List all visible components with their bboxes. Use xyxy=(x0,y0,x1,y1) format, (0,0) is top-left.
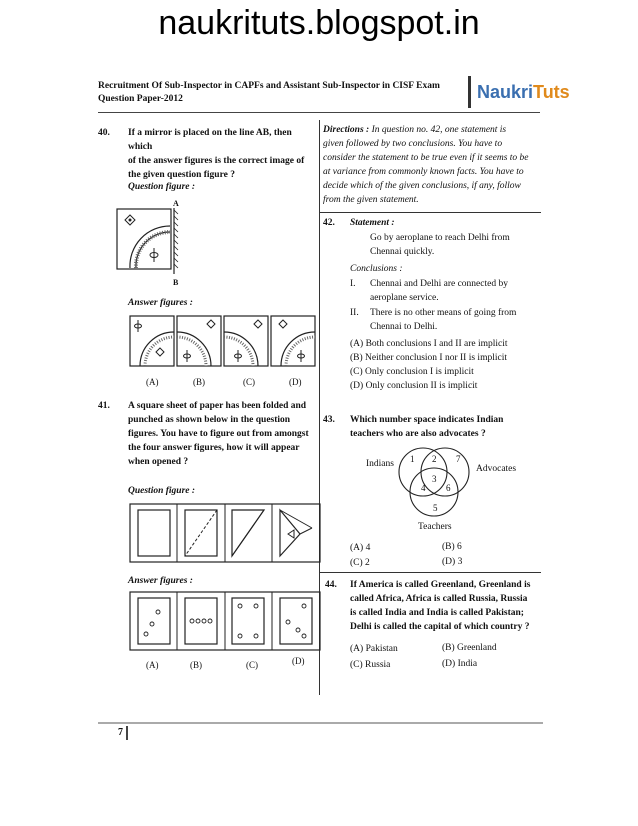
q43-text: Which number space indicates Indian teachers who are also advocates ? xyxy=(350,415,504,439)
q42-c2-num: II. xyxy=(350,308,359,318)
venn-num-5: 5 xyxy=(433,503,438,513)
q40-answer-a xyxy=(130,316,174,366)
q42-statement: Go by aeroplane to reach Delhi from Chennai quickly. xyxy=(370,233,510,257)
page-number-bar xyxy=(126,726,128,740)
q40-opt-d: (D) xyxy=(289,377,302,387)
q40-answer-figures-label: Answer figures : xyxy=(128,298,193,308)
q40-number: 40. xyxy=(98,128,110,138)
venn-num-7: 7 xyxy=(456,454,461,464)
q44-opt-b: (B) Greenland xyxy=(442,643,497,653)
q41-opt-a: (A) xyxy=(146,660,159,670)
label-b: B xyxy=(173,278,179,287)
q41-opt-c: (C) xyxy=(246,660,258,670)
venn-num-2: 2 xyxy=(432,454,437,464)
q40-question-figure xyxy=(116,208,180,274)
q41-answer-figures xyxy=(130,592,322,652)
venn-label-teachers: Teachers xyxy=(418,522,452,532)
q40-opt-c: (C) xyxy=(243,377,255,387)
q40-text: If a mirror is placed on the line AB, then which of the answer figures is the correct image of the given question figure ? xyxy=(128,128,305,180)
q42-c1-num: I. xyxy=(350,279,356,289)
q43-opt-b: (B) 6 xyxy=(442,542,462,552)
q43-rule xyxy=(319,572,541,573)
header-line2: Question Paper-2012 xyxy=(98,94,183,104)
venn-num-3: 3 xyxy=(432,474,437,484)
q42-conclusion-1: Chennai and Delhi are connected by aeroplane service. xyxy=(370,279,508,303)
q43-opt-a: (A) 4 xyxy=(350,543,371,553)
q43-opt-c: (C) 2 xyxy=(350,558,370,568)
q42-statement-label: Statement : xyxy=(350,218,395,228)
q42-conclusions-label: Conclusions : xyxy=(350,264,403,274)
header-line1: Recruitment Of Sub-Inspector in CAPFs and Assistant Sub-Inspector in CISF Exam xyxy=(98,81,440,91)
q40-opt-a: (A) xyxy=(146,377,159,387)
directions-rule xyxy=(319,212,541,213)
q40-answer-c xyxy=(224,316,268,366)
venn-num-4: 4 xyxy=(421,483,426,493)
directions-block: Directions : In question no. 42, one statement is given followed by two conclusions. You have to consider the statement to be true even if it seems to be at variance from commonly known facts. You have to decide which of the given conclusions, if any, follow from the given statement. xyxy=(323,125,529,205)
q40-answer-d xyxy=(271,316,315,366)
q40-answer-b xyxy=(177,316,221,366)
q41-question-figures xyxy=(130,504,322,564)
q44-opt-a: (A) Pakistan xyxy=(350,644,398,654)
q41-opt-b: (B) xyxy=(190,660,202,670)
q43-number: 43. xyxy=(323,415,335,425)
page-number: 7 xyxy=(118,727,123,738)
logo-naukri: Naukri xyxy=(477,81,534,102)
q41-text: A square sheet of paper has been folded and punched as shown below in the question figures. You have to figure out from amongst the four answer figures, how it will appear when opened ? xyxy=(128,401,309,467)
q40-opt-b: (B) xyxy=(193,377,205,387)
paper-header xyxy=(98,80,440,106)
q42-options: (A) Both conclusions I and II are implicit (B) Neither conclusion I nor II is implicit (C) Only conclusion I is implicit (D) Only conclusion II is implicit xyxy=(350,339,508,391)
q42-number: 42. xyxy=(323,218,335,228)
footer-rule xyxy=(98,722,543,724)
q41-number: 41. xyxy=(98,401,110,411)
venn-num-1: 1 xyxy=(410,454,415,464)
naukrituts-logo xyxy=(468,74,570,110)
venn-label-indians: Indians xyxy=(366,459,394,469)
q44-text: If America is called Greenland, Greenland is called Africa, Africa is called Russia, Russia is called India and India is called Pakistan; Delhi is called the capital of which country ? xyxy=(350,580,531,632)
venn-num-6: 6 xyxy=(446,483,451,493)
q41-opt-d: (D) xyxy=(292,656,305,666)
q40-question-figure-label: Question figure : xyxy=(128,182,196,192)
q44-opt-d: (D) India xyxy=(442,659,478,669)
header-rule xyxy=(98,112,540,113)
q44-number: 44. xyxy=(325,580,337,590)
label-a: A xyxy=(173,199,179,208)
q43-opt-d: (D) 3 xyxy=(442,557,463,567)
logo-tuts: Tuts xyxy=(533,81,570,102)
venn-label-advocates: Advocates xyxy=(476,464,517,474)
q41-question-figure-label: Question figure : xyxy=(128,486,196,496)
site-title: naukrituts.blogspot.in xyxy=(158,4,480,42)
q42-conclusion-2: There is no other means of going from Chennai to Delhi. xyxy=(370,308,517,332)
q44-opt-c: (C) Russia xyxy=(350,660,391,670)
q41-answer-figures-label: Answer figures : xyxy=(128,576,193,586)
q40-answer-figures xyxy=(130,316,316,368)
